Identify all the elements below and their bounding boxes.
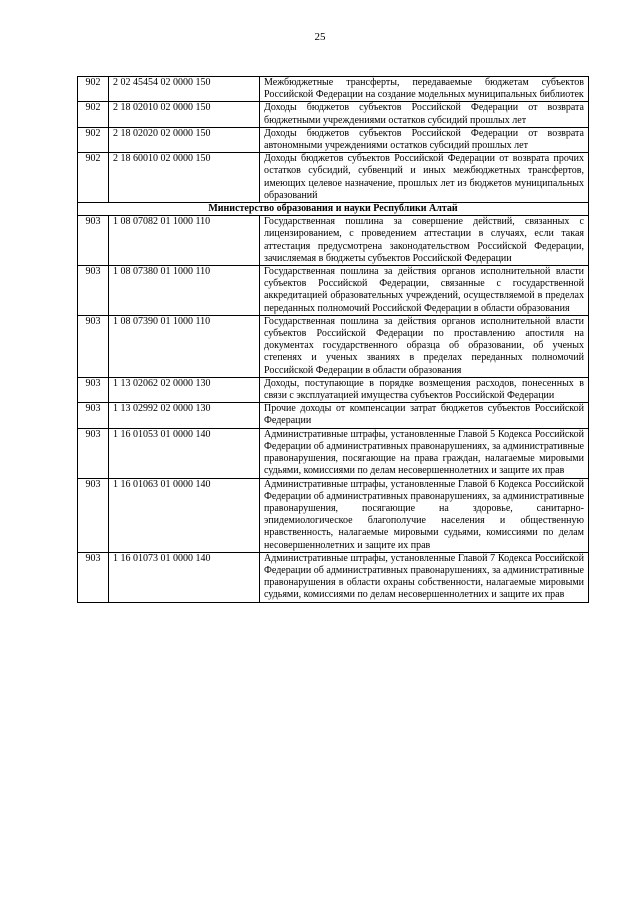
- revenue-code-cell: 1 13 02062 02 0000 130: [109, 377, 260, 402]
- revenue-name-cell: Доходы бюджетов субъектов Российской Федерации от возврата автономными учреждениями остатков субсидий прошлых лет: [260, 127, 589, 152]
- revenue-code-cell: 1 08 07380 01 1000 110: [109, 266, 260, 316]
- admin-code-cell: 903: [78, 315, 109, 377]
- revenue-name-cell: Административные штрафы, установленные Главой 7 Кодекса Российской Федерации об административных правонарушениях, за административные правонарушения в области охраны собственности, налагаемые мировыми судьями, комиссиями по делам несовершеннолетних и защите их прав: [260, 552, 589, 602]
- table-row: [78, 127, 589, 152]
- revenue-classification-table: [77, 76, 589, 603]
- table-row: [78, 77, 589, 102]
- admin-code-cell: 903: [78, 478, 109, 552]
- revenue-name-cell: Административные штрафы, установленные Главой 5 Кодекса Российской Федерации об административных правонарушениях, за административные правонарушения, посягающие на права граждан, налагаемые мировыми судьями, комиссиями по делам несовершеннолетних и защите их прав: [260, 428, 589, 478]
- admin-code-cell: 902: [78, 153, 109, 203]
- page-number: 25: [314, 31, 326, 43]
- revenue-name-cell: Доходы, поступающие в порядке возмещения расходов, понесенных в связи с эксплуатацией имущества субъектов Российской Федерации: [260, 377, 589, 402]
- revenue-name-cell: Государственная пошлина за действия органов исполнительной власти субъектов Российской Федерации, связанные с государственной аккредитацией образовательных учреждений, осуществляемой в пределах переданных полномочий Российской Федерации в области образования: [260, 266, 589, 316]
- admin-code-cell: 902: [78, 77, 109, 102]
- table-row: [78, 102, 589, 127]
- table-row: [78, 377, 589, 402]
- revenue-name-cell: Государственная пошлина за действия органов исполнительной власти субъектов Российской Федерации по проставлению апостиля на документах государственного образца об образовании, об ученых степенях и ученых званиях в пределах переданных полномочий Российской Федерации в области образования: [260, 315, 589, 377]
- revenue-code-cell: 1 16 01063 01 0000 140: [109, 478, 260, 552]
- table-row: [78, 552, 589, 602]
- table-group-903: [78, 216, 589, 602]
- revenue-name-cell: Доходы бюджетов субъектов Российской Федерации от возврата бюджетными учреждениями остатков субсидий прошлых лет: [260, 102, 589, 127]
- revenue-code-cell: 2 18 02010 02 0000 150: [109, 102, 260, 127]
- section-heading-row: [78, 203, 589, 216]
- revenue-code-cell: 2 18 60010 02 0000 150: [109, 153, 260, 203]
- admin-code-cell: 903: [78, 428, 109, 478]
- revenue-name-cell: Межбюджетные трансферты, передаваемые бюджетам субъектов Российской Федерации на создание модельных муниципальных библиотек: [260, 77, 589, 102]
- revenue-code-cell: 1 08 07390 01 1000 110: [109, 315, 260, 377]
- table-row: [78, 478, 589, 552]
- revenue-name-cell: Административные штрафы, установленные Главой 6 Кодекса Российской Федерации об административных правонарушениях, за административные правонарушения, посягающие на здоровье, санитарно-эпидемиологическое благополучие населения и общественную нравственность, налагаемые мировыми судьями, комиссиями по делам несовершеннолетних и защите их прав: [260, 478, 589, 552]
- table-section: [78, 203, 589, 216]
- admin-code-cell: 903: [78, 216, 109, 266]
- revenue-code-cell: 2 02 45454 02 0000 150: [109, 77, 260, 102]
- section-heading: Министерство образования и науки Республики Алтай: [78, 203, 589, 216]
- revenue-code-cell: 1 16 01073 01 0000 140: [109, 552, 260, 602]
- revenue-name-cell: Прочие доходы от компенсации затрат бюджетов субъектов Российской Федерации: [260, 403, 589, 428]
- revenue-code-cell: 2 18 02020 02 0000 150: [109, 127, 260, 152]
- admin-code-cell: 903: [78, 552, 109, 602]
- table-row: [78, 266, 589, 316]
- admin-code-cell: 903: [78, 266, 109, 316]
- revenue-code-cell: 1 16 01053 01 0000 140: [109, 428, 260, 478]
- table-row: [78, 153, 589, 203]
- revenue-name-cell: Государственная пошлина за совершение действий, связанных с лицензированием, с проведением аттестации в случаях, если такая аттестация предусмотрена законодательством Российской Федерации, зачисляемая в бюджеты субъектов Российской Федерации: [260, 216, 589, 266]
- revenue-code-cell: 1 13 02992 02 0000 130: [109, 403, 260, 428]
- admin-code-cell: 903: [78, 377, 109, 402]
- admin-code-cell: 902: [78, 102, 109, 127]
- table-row: [78, 403, 589, 428]
- admin-code-cell: 902: [78, 127, 109, 152]
- table-row: [78, 315, 589, 377]
- revenue-code-cell: 1 08 07082 01 1000 110: [109, 216, 260, 266]
- revenue-name-cell: Доходы бюджетов субъектов Российской Федерации от возврата прочих остатков субсидий, субвенций и иных межбюджетных трансфертов, имеющих целевое назначение, прошлых лет из бюджетов муниципальных образований: [260, 153, 589, 203]
- table-row: [78, 428, 589, 478]
- table-row: [78, 216, 589, 266]
- admin-code-cell: 903: [78, 403, 109, 428]
- table-group-902: [78, 77, 589, 203]
